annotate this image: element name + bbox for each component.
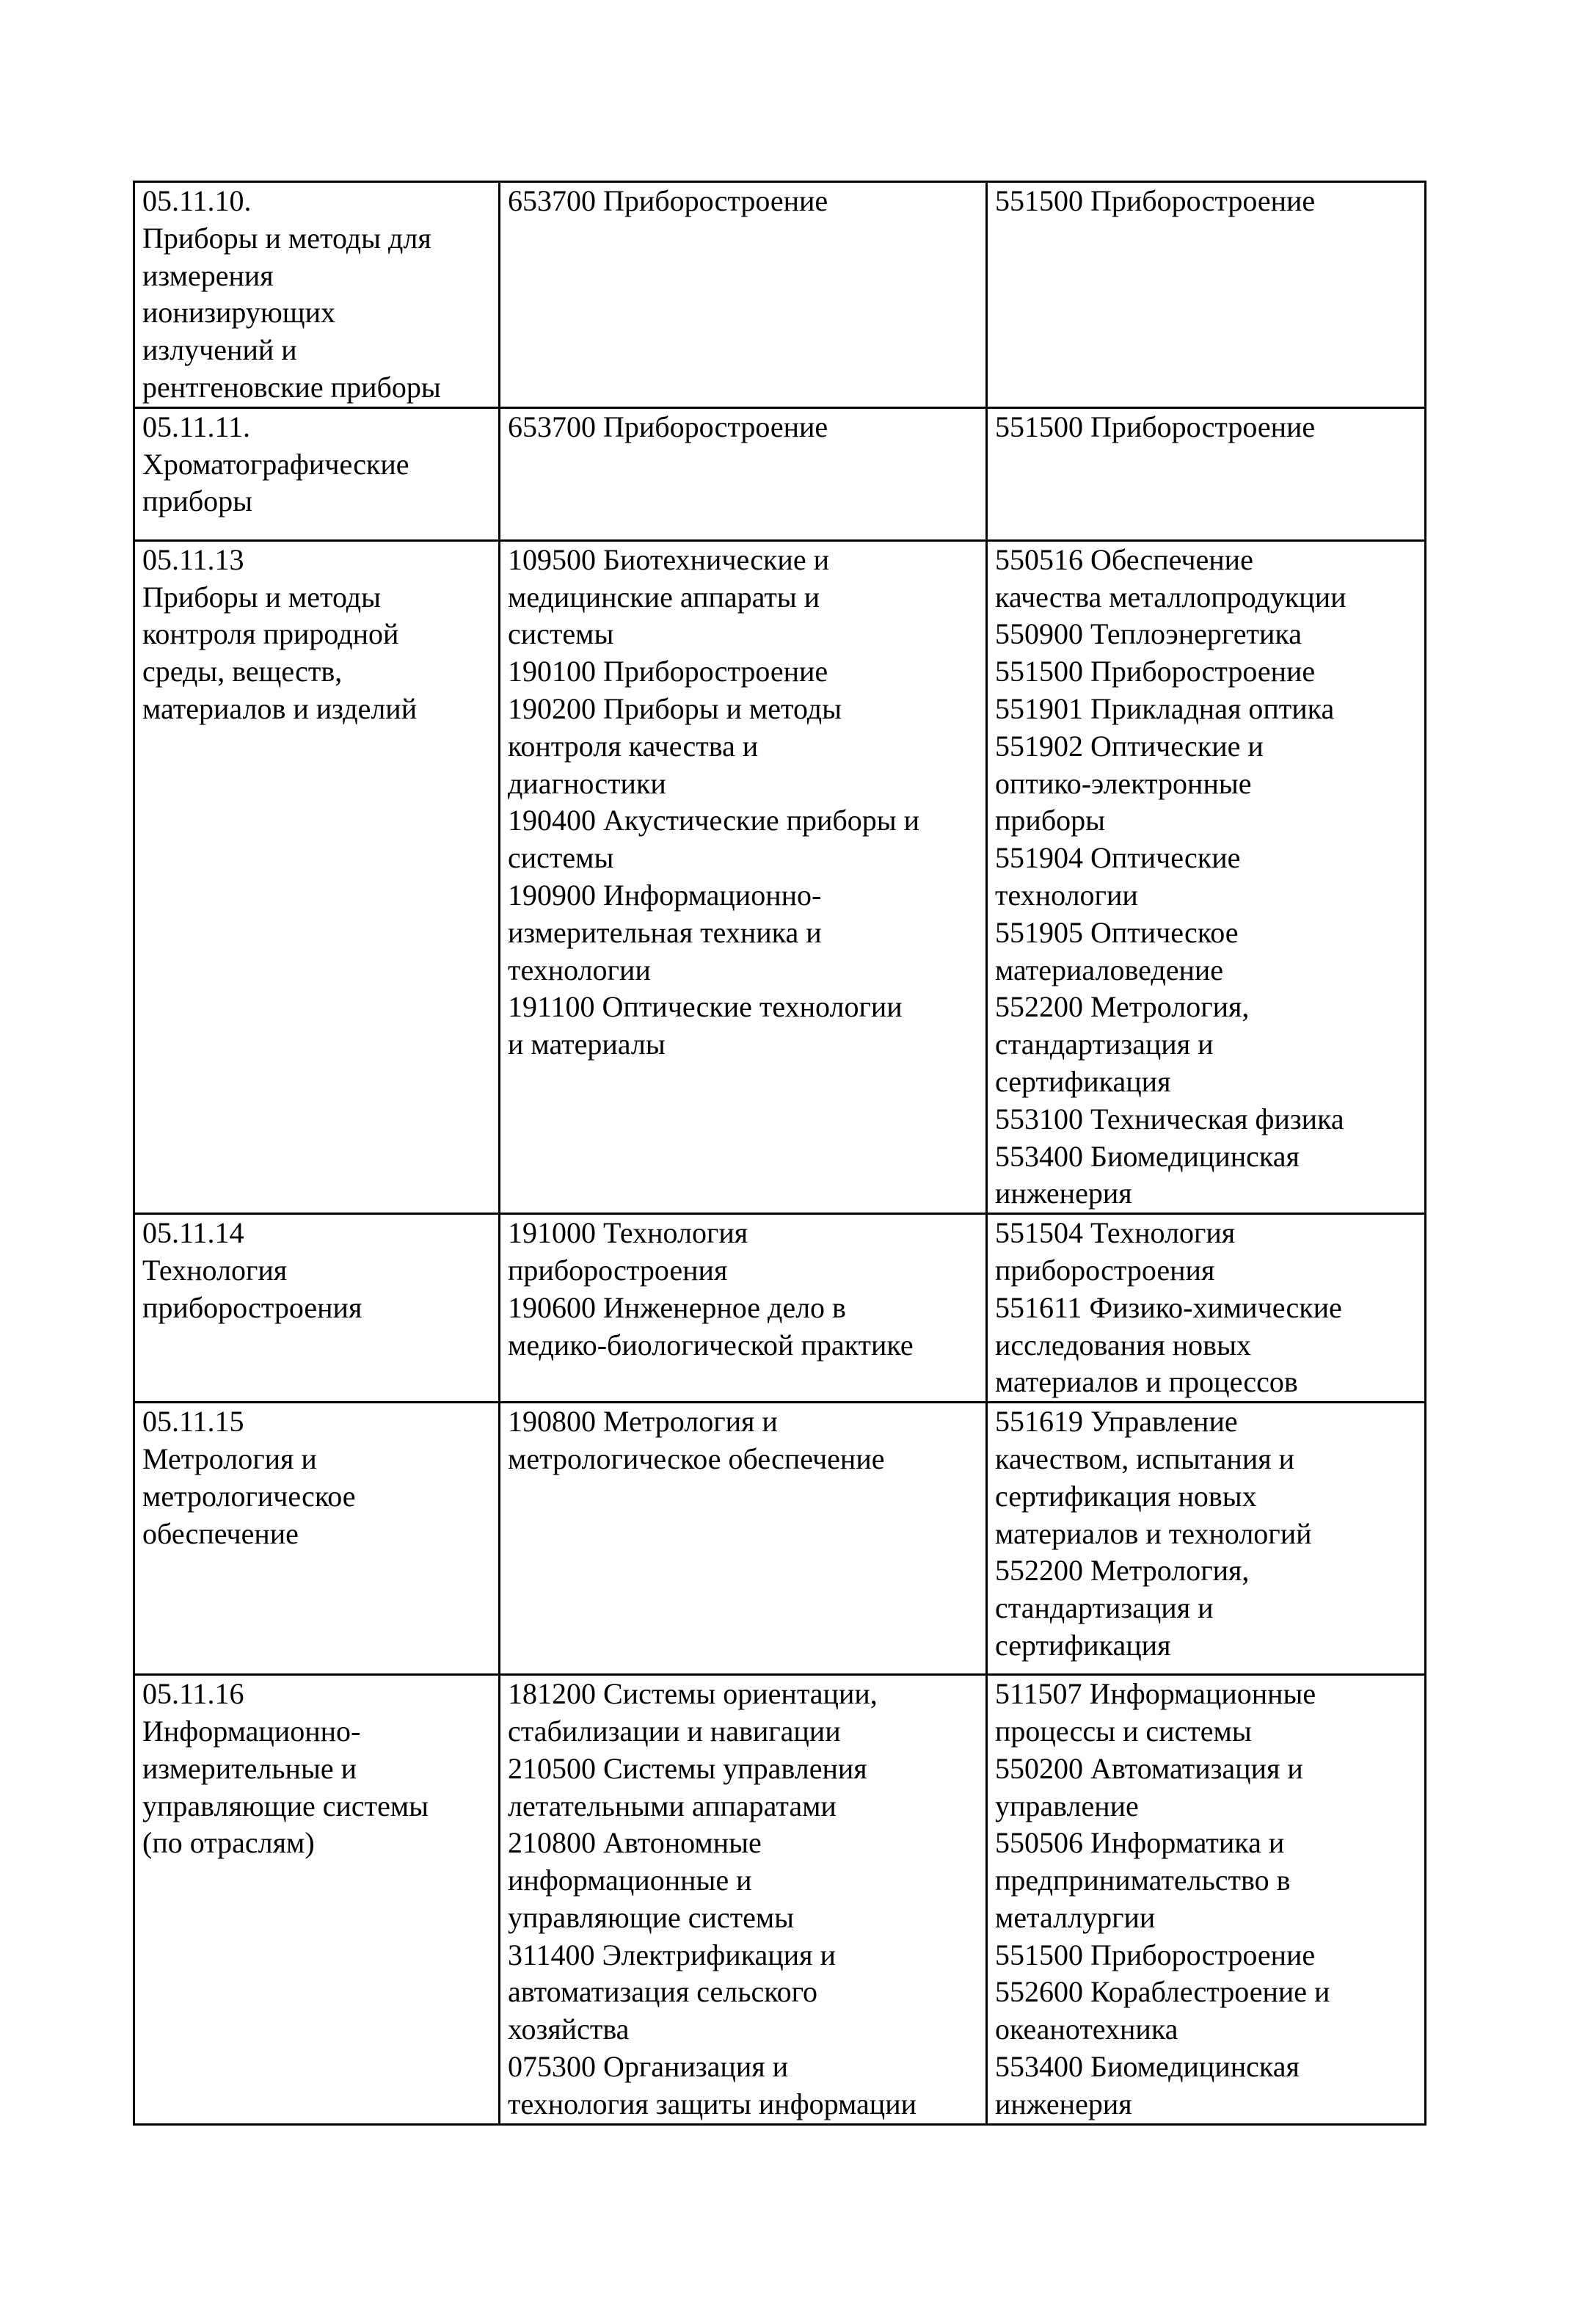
cell-text-line: материалов и процессов: [995, 1365, 1298, 1399]
cell-text-line: 551611 Физико-химические: [995, 1290, 1342, 1324]
cell-text-line: 553100 Техническая физика: [995, 1102, 1344, 1135]
cell-text-line: 190900 Информационно-: [508, 878, 822, 912]
cell-text-line: 550506 Информатика и: [995, 1826, 1285, 1860]
specialty-code-cell: [134, 407, 500, 540]
cell-text-line: летательными аппаратами: [508, 1789, 837, 1822]
cell-text-line: технологии: [508, 953, 651, 986]
cell-text-line: 551901 Прикладная оптика: [995, 691, 1335, 725]
directions-cell: [987, 407, 1426, 540]
cell-text-line: 05.11.11.: [142, 410, 251, 443]
cell-text-line: (по отраслям): [142, 1826, 315, 1860]
cell-text-line: качества металлопродукции: [995, 580, 1347, 614]
cell-text-line: инженерия: [995, 2087, 1132, 2120]
cell-text-line: приборы: [142, 484, 253, 518]
cell-text-line: Приборы и методы: [142, 580, 382, 614]
cell-text-line: технология защиты информации: [508, 2087, 917, 2120]
cell-text-line: 551500 Приборостроение: [995, 655, 1316, 688]
cell-text-line: Технология: [142, 1253, 288, 1287]
cell-text-line: медико-биологической практике: [508, 1328, 914, 1362]
cell-text-line: системы: [508, 841, 614, 875]
cell-text-line: 210800 Автономные: [508, 1826, 762, 1860]
cell-text-line: информационные и: [508, 1864, 752, 1897]
cell-text-line: хозяйства: [508, 2013, 630, 2046]
cell-text-line: исследования новых: [995, 1328, 1251, 1362]
cell-text-line: Хроматографические: [142, 447, 409, 481]
cell-text-line: 551619 Управление: [995, 1405, 1238, 1439]
cell-text-line: 05.11.13: [142, 542, 244, 576]
cell-text-line: 05.11.16: [142, 1677, 244, 1711]
table-row: [134, 1214, 1426, 1403]
directions-cell: [987, 1403, 1426, 1675]
specialties-table: [133, 181, 1426, 2126]
cell-text-line: измерительная техника и: [508, 915, 822, 949]
cell-text-line: 511507 Информационные: [995, 1677, 1316, 1711]
table-row: [134, 540, 1426, 1213]
cell-text-line: 075300 Организация и: [508, 2050, 789, 2084]
cell-text-line: 05.11.14: [142, 1216, 244, 1250]
cell-text-line: стандартизация и: [995, 1028, 1214, 1061]
specialties-cell: [500, 540, 987, 1213]
cell-text-line: измерительные и: [142, 1751, 357, 1785]
specialty-code-cell: [134, 182, 500, 408]
cell-text-line: 311400 Электрификация и: [508, 1938, 836, 1971]
cell-text-line: материаловедение: [995, 953, 1224, 986]
cell-text-line: приборостроения: [508, 1253, 728, 1287]
cell-text-line: диагностики: [508, 766, 666, 800]
cell-text-line: процессы и системы: [995, 1714, 1252, 1748]
directions-cell: [987, 1214, 1426, 1403]
cell-text-line: 552200 Метрология,: [995, 1554, 1250, 1588]
specialties-table-body: [134, 182, 1426, 2125]
specialty-code-cell: [134, 540, 500, 1213]
cell-text-line: измерения: [142, 258, 274, 292]
cell-text-line: 550516 Обеспечение: [995, 542, 1253, 576]
cell-text-line: 551504 Технология: [995, 1216, 1236, 1250]
specialty-code-cell: [134, 1403, 500, 1675]
specialties-cell: [500, 1214, 987, 1403]
cell-text-line: медицинские аппараты и: [508, 580, 820, 614]
cell-text-line: инженерия: [995, 1177, 1132, 1210]
cell-text-line: приборостроения: [142, 1290, 362, 1324]
cell-text-line: Информационно-: [142, 1714, 361, 1748]
cell-text-line: и материалы: [508, 1028, 666, 1061]
cell-text-line: управляющие системы: [142, 1789, 429, 1822]
directions-cell: [987, 540, 1426, 1213]
cell-text-line: 550900 Теплоэнергетика: [995, 617, 1302, 651]
cell-text-line: океанотехника: [995, 2013, 1178, 2046]
cell-text-line: стандартизация и: [995, 1591, 1214, 1625]
cell-text-line: Метрология и: [142, 1442, 317, 1475]
cell-text-line: оптико-электронные: [995, 766, 1252, 800]
cell-text-line: 190200 Приборы и методы: [508, 691, 842, 725]
cell-text-line: 552600 Кораблестроение и: [995, 1975, 1330, 2009]
cell-text-line: обеспечение: [142, 1516, 299, 1550]
specialty-code-cell: [134, 1214, 500, 1403]
table-row: [134, 182, 1426, 408]
table-row: [134, 407, 1426, 540]
cell-text-line: сертификация: [995, 1064, 1171, 1098]
cell-text-line: сертификация новых: [995, 1479, 1257, 1513]
cell-text-line: среды, веществ,: [142, 655, 343, 688]
cell-text-line: приборостроения: [995, 1253, 1215, 1287]
cell-text-line: 551500 Приборостроение: [995, 184, 1316, 217]
cell-text-line: Приборы и методы для: [142, 221, 431, 255]
cell-text-line: 553400 Биомедицинская: [995, 2050, 1300, 2084]
cell-text-line: приборы: [995, 804, 1106, 837]
cell-text-line: материалов и изделий: [142, 691, 418, 725]
cell-text-line: 551902 Оптические и: [995, 729, 1264, 763]
cell-text-line: метрологическое: [142, 1479, 356, 1513]
cell-text-line: 551905 Оптическое: [995, 915, 1239, 949]
cell-text-line: 190100 Приборостроение: [508, 655, 828, 688]
specialties-cell: [500, 407, 987, 540]
cell-text-line: 190800 Метрология и: [508, 1405, 778, 1439]
table-row: [134, 1675, 1426, 2125]
cell-text-line: сертификация: [995, 1628, 1171, 1662]
cell-text-line: управление: [995, 1789, 1139, 1822]
cell-text-line: ионизирующих: [142, 296, 335, 330]
cell-text-line: 552200 Метрология,: [995, 990, 1250, 1024]
table-row: [134, 1403, 1426, 1675]
cell-text-line: автоматизация сельского: [508, 1975, 818, 2009]
specialties-cell: [500, 1403, 987, 1675]
cell-text-line: 551500 Приборостроение: [995, 1938, 1316, 1971]
cell-text-line: рентгеновские приборы: [142, 370, 441, 404]
cell-text-line: материалов и технологий: [995, 1516, 1312, 1550]
specialty-code-cell: [134, 1675, 500, 2125]
cell-text-line: металлургии: [995, 1900, 1156, 1934]
cell-text-line: стабилизации и навигации: [508, 1714, 841, 1748]
cell-text-line: 190600 Инженерное дело в: [508, 1290, 846, 1324]
cell-text-line: 05.11.10.: [142, 184, 252, 217]
cell-text-line: 551904 Оптические: [995, 841, 1241, 875]
cell-text-line: 109500 Биотехнические и: [508, 542, 829, 576]
specialties-cell: [500, 1675, 987, 2125]
cell-text-line: 210500 Системы управления: [508, 1751, 867, 1785]
cell-text-line: излучений и: [142, 333, 297, 367]
directions-cell: [987, 182, 1426, 408]
cell-text-line: 553400 Биомедицинская: [995, 1139, 1300, 1173]
cell-text-line: 550200 Автоматизация и: [995, 1751, 1303, 1785]
cell-text-line: 190400 Акустические приборы и: [508, 804, 920, 837]
cell-text-line: технологии: [995, 878, 1138, 912]
cell-text-line: предпринимательство в: [995, 1864, 1291, 1897]
cell-text-line: контроля природной: [142, 617, 399, 651]
cell-text-line: 191100 Оптические технологии: [508, 990, 903, 1024]
cell-text-line: 191000 Технология: [508, 1216, 748, 1250]
cell-text-line: управляющие системы: [508, 1900, 795, 1934]
directions-cell: [987, 1675, 1426, 2125]
cell-text-line: 551500 Приборостроение: [995, 410, 1316, 443]
cell-text-line: 653700 Приборостроение: [508, 410, 828, 443]
cell-text-line: 653700 Приборостроение: [508, 184, 828, 217]
cell-text-line: качеством, испытания и: [995, 1442, 1295, 1475]
cell-text-line: метрологическое обеспечение: [508, 1442, 885, 1475]
cell-text-line: системы: [508, 617, 614, 651]
cell-text-line: контроля качества и: [508, 729, 759, 763]
specialties-cell: [500, 182, 987, 408]
cell-text-line: 181200 Системы ориентации,: [508, 1677, 878, 1711]
cell-text-line: 05.11.15: [142, 1405, 244, 1439]
